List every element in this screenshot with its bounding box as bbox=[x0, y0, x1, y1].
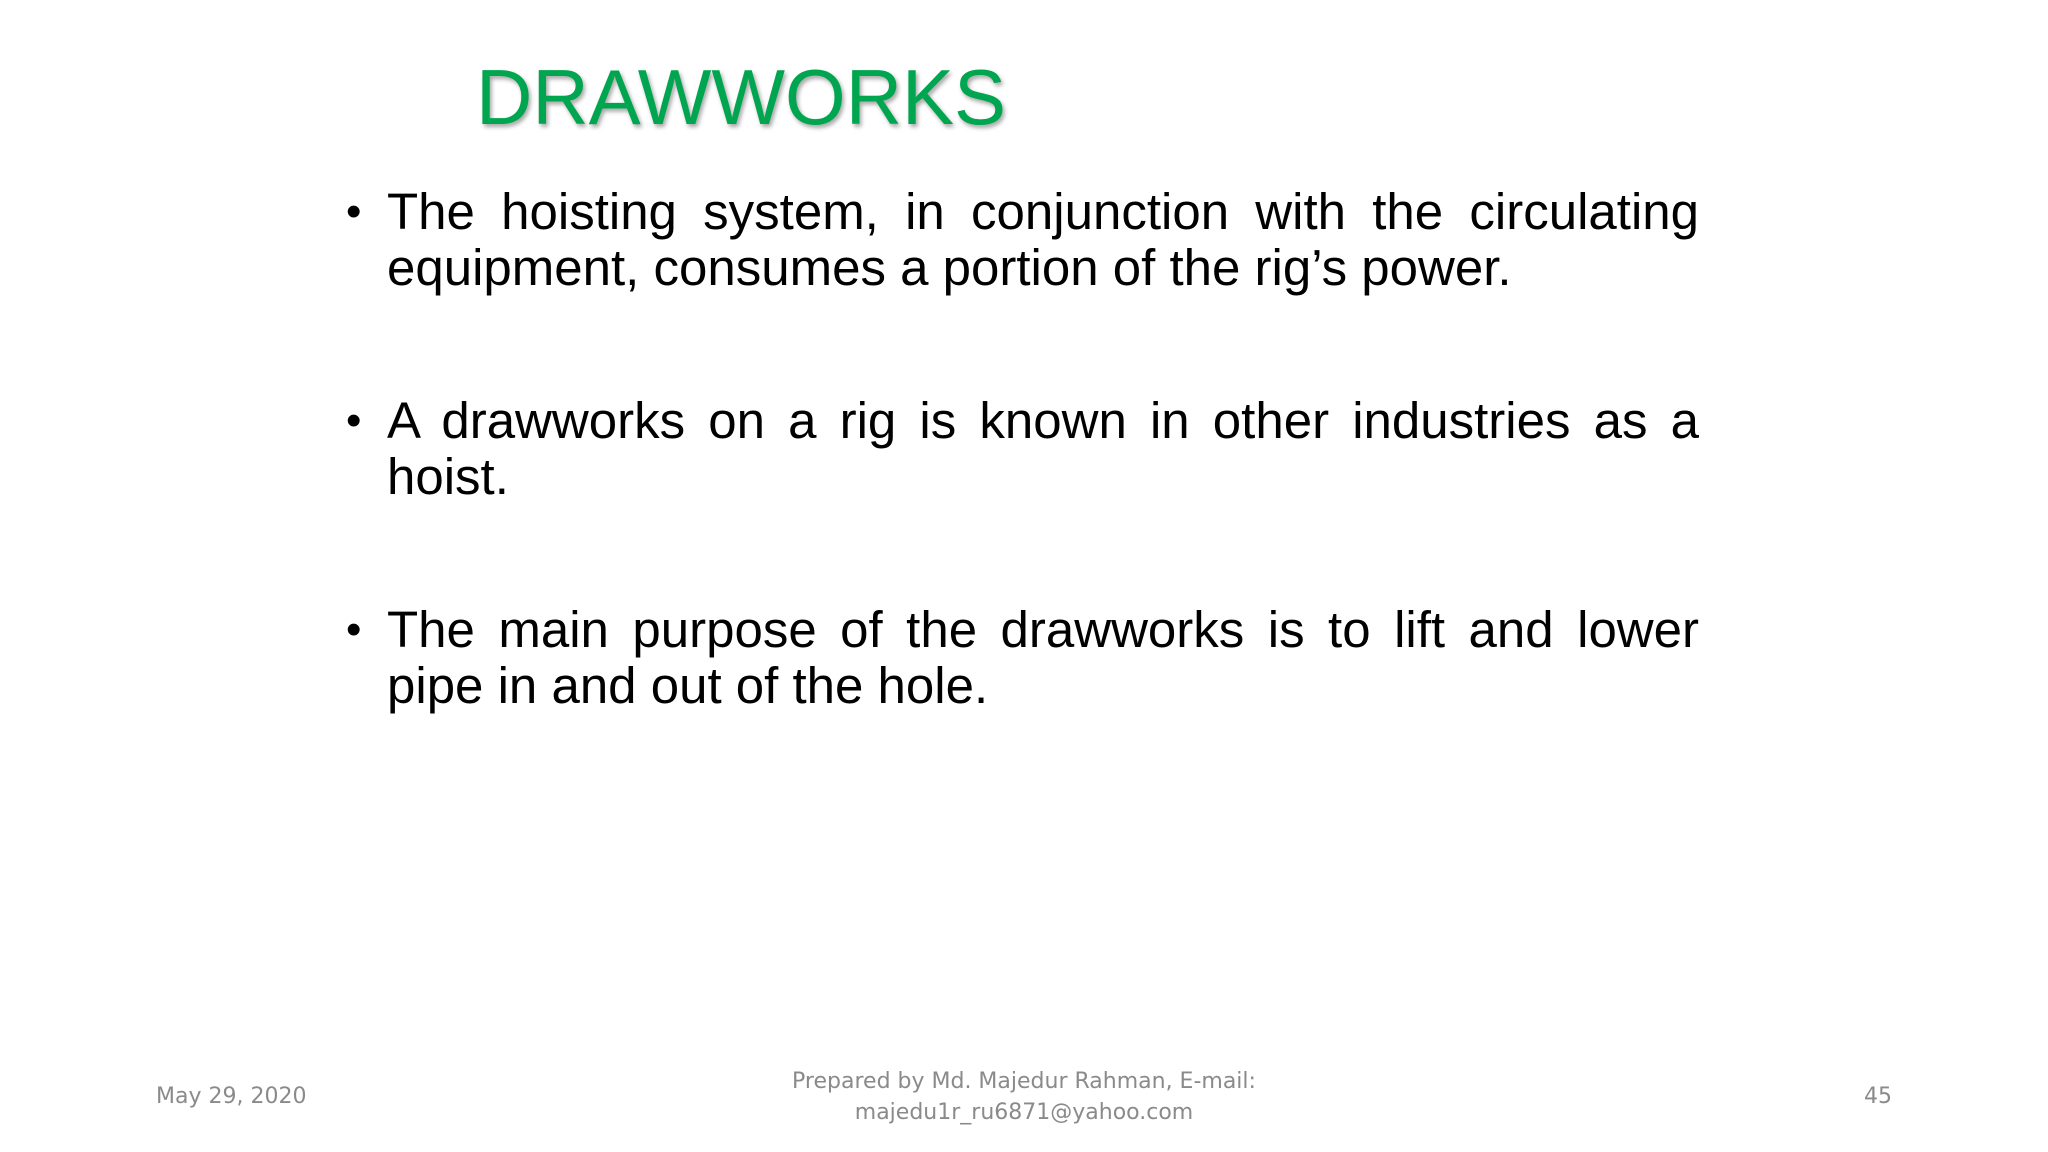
bullet-text: The main purpose of the drawworks is to lift and lower pipe in and out of the hole. bbox=[387, 601, 1699, 714]
bullet-item bbox=[346, 184, 1699, 296]
footer-credit bbox=[724, 1066, 1324, 1128]
bullet-text: A drawworks on a rig is known in other industries as a hoist. bbox=[387, 392, 1699, 505]
bullet-item bbox=[346, 393, 1699, 505]
bullet-text: The hoisting system, in conjunction with the circulating equipment, consumes a portion of the rig’s power. bbox=[387, 183, 1699, 296]
bullet-item bbox=[346, 602, 1699, 714]
slide-title: DRAWWORKS bbox=[476, 53, 1007, 141]
bullet-list bbox=[346, 184, 1699, 811]
footer-credit-line2: majedu1r_ru6871@yahoo.com bbox=[854, 1100, 1194, 1125]
bullet-marker: • bbox=[346, 187, 362, 236]
footer-credit-line1: Prepared by Md. Majedur Rahman, E-mail: bbox=[792, 1069, 1256, 1094]
bullet-marker: • bbox=[346, 605, 362, 654]
bullet-marker: • bbox=[346, 396, 362, 445]
page-number: 45 bbox=[1864, 1084, 1892, 1109]
footer-date: May 29, 2020 bbox=[156, 1084, 307, 1109]
